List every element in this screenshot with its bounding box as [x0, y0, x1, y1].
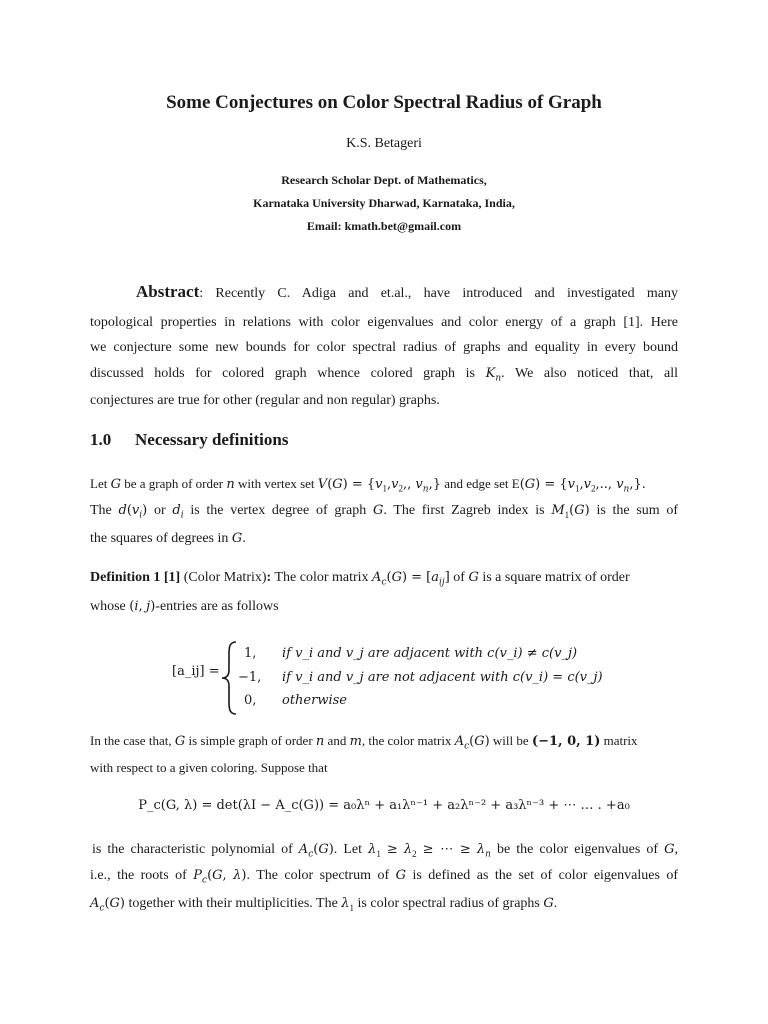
characteristic-polynomial-equation: P_c(G, λ) = det(λI − A_c(G)) = a₀λⁿ + a₁λⁿ⁻¹ + a₂λⁿ⁻² + a₃λⁿ⁻³ + ⋯ … . +a₀ [138, 798, 630, 813]
para3-line-1: is the characteristic polynomial of $A_c(G)$. Let $\lambda_1 \ge \lambda_2$ ≥ ⋯ ≥ $\lambda_n$ be the color eigenvalues of G, [92, 842, 679, 860]
case-row-3: 0, otherwise [244, 693, 347, 708]
definition-1-line-2: whose (i, j)-entries are as follows [90, 599, 279, 614]
para2-line-2: with respect to a given coloring. Suppose that [90, 760, 328, 775]
abstract-line-5: conjectures are true for other (regular and non regular) graphs. [90, 393, 440, 408]
abstract-line-2: topological properties in relations with color eigenvalues and color energy of a graph [1]. Here [90, 315, 678, 330]
definition-label: Definition 1 [1] [90, 570, 181, 585]
affiliation-line-2: Karnataka University Dharwad, Karnataka, India, [253, 196, 515, 210]
para2-line-1: In the case that, G is simple graph of order n and m, the color matrix $A_c(G)$ will be (−1, 0, 1) matrix [90, 733, 638, 752]
abstract-label: Abstract [136, 282, 200, 301]
section-title: Necessary definitions [135, 430, 289, 449]
defs-line-1: Let G be a graph of order n with vertex set $V(G) = \{v_1,v_2$,, $v_n$,} and edge set $E(G) = \{v_1,v_2$,.., $v_n$,}. [90, 476, 646, 495]
defs-line-2: The $d(v_i)$ or $d_i$ is the vertex degree of graph G. The first Zagreb index is $M_1(G)$ is the sum of [90, 503, 679, 521]
abstract-line-4: discussed holds for colored graph whence colored graph is $K_n$. We also noticed that, all [90, 366, 679, 384]
defs-line-3: the squares of degrees in G. [90, 531, 246, 546]
cases-lhs: [a_ij] = [172, 664, 220, 679]
color-matrix-cases [172, 640, 603, 715]
para3-line-3: $A_c(G)$ together with their multiplicities. The $\lambda_1$ is color spectral radius of graphs G. [90, 896, 558, 914]
definition-1-line-1: Definition 1 [1] (Color Matrix): The color matrix $A_c(G) = [a_{ij}]$ of G is a square matrix of order [90, 570, 630, 588]
abstract-line-3: we conjecture some new bounds for color spectral radius of graphs and equality in every bound [90, 340, 678, 355]
paper-title: Some Conjectures on Color Spectral Radius of Graph [166, 92, 602, 113]
definition-name: (Color Matrix) [183, 570, 267, 585]
section-number: 1.0 [90, 430, 112, 449]
author-name: K.S. Betageri [346, 136, 422, 151]
case-row-2: −1, if v_i and v_j are not adjacent with c(v_i) = c(v_j) [238, 670, 603, 685]
abstract-line-1: Abstract: Recently C. Adiga and et.al., have introduced and investigated many [136, 282, 678, 301]
affiliation-line-1: Research Scholar Dept. of Mathematics, [281, 173, 487, 187]
affiliation-email: Email: kmath.bet@gmail.com [306, 219, 462, 233]
section-heading [90, 430, 288, 450]
case-row-1: 1, if v_i and v_j are adjacent with c(v_i) ≠ c(v_j) [244, 646, 578, 661]
left-brace-icon [220, 640, 240, 716]
para3-line-2: i.e., the roots of $P_c(G$, λ). The color spectrum of G is defined as the set of color eigenvalues of [90, 868, 679, 886]
